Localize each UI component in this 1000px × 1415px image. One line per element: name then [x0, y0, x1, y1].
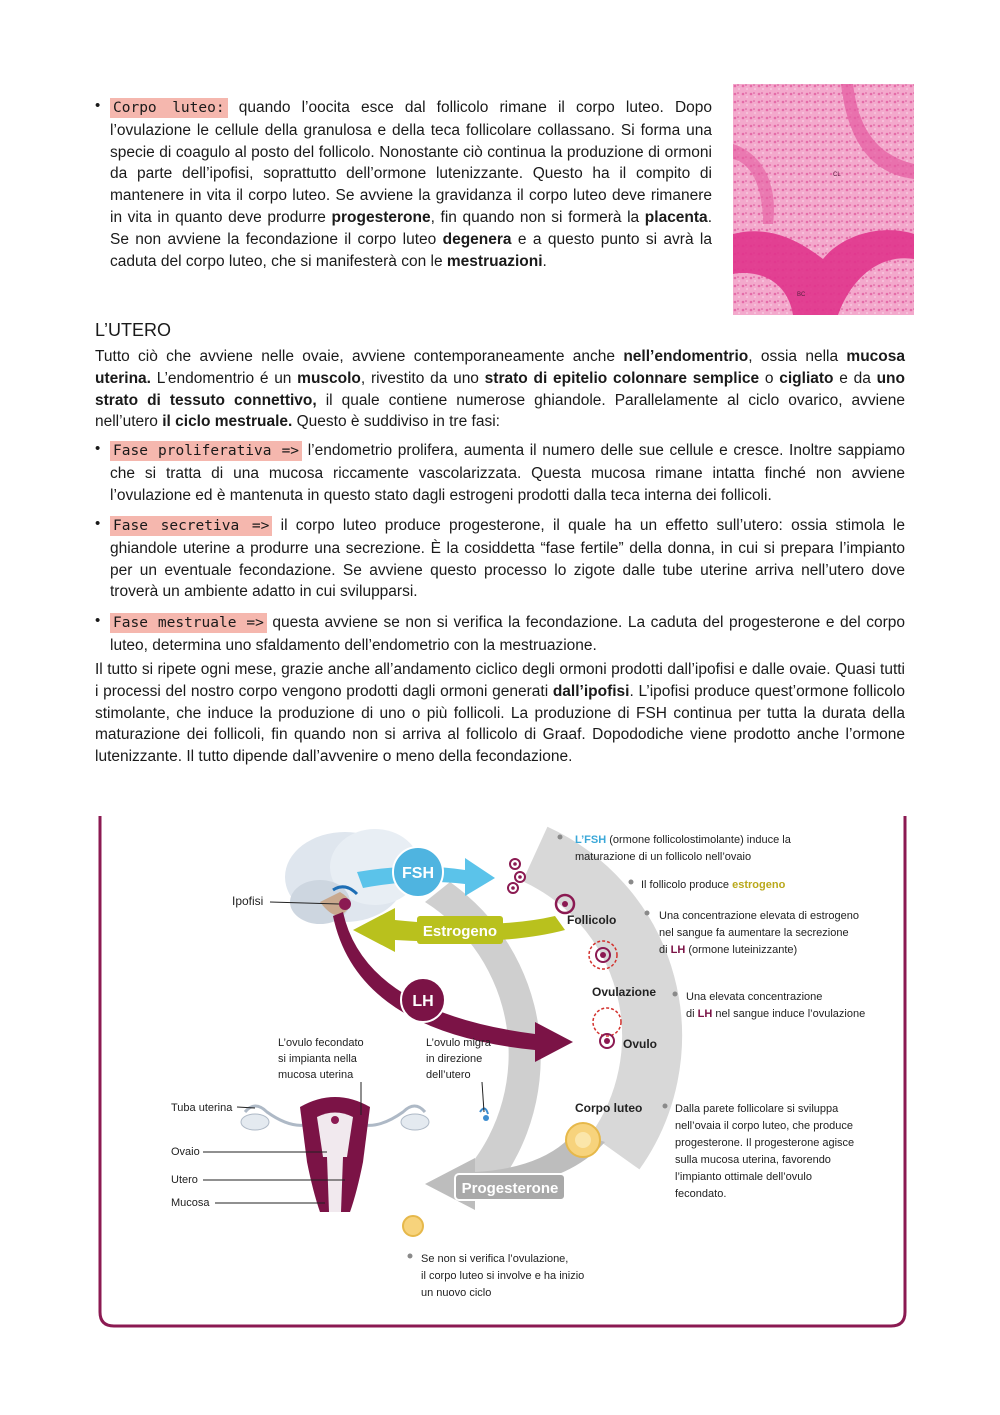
- ovulo-fecondato-line1: L’ovulo fecondato: [278, 1037, 364, 1049]
- note-bullet: [673, 992, 678, 997]
- follicolo-label: Follicolo: [567, 913, 617, 927]
- bullet: •: [95, 515, 101, 532]
- lh-label: LH: [412, 993, 434, 1010]
- note-corpo-luteo-line4: sulla mucosa uterina, favorendo: [675, 1154, 831, 1166]
- utero-label: Utero: [171, 1174, 198, 1186]
- note-estrogeno: Il follicolo produce estrogeno: [641, 879, 786, 891]
- utero-paragraph: Tutto ciò che avviene nelle ovaie, avviene contemporaneamente anche nell’endomentrio, ossia nella mucosa uterina. L’endomentrio é un muscolo, rivestito da uno strato di epitelio colonnare semplice o cigliato e da uno strato di tessuto connettivo, il quale contiene numerose ghiandole. Parallelamente al ciclo ovarico, avviene nell’utero il ciclo mestruale. Questo è suddiviso in tre fasi:: [95, 348, 905, 431]
- corpo-luteo-histology-image: [733, 84, 914, 315]
- ovulo-migra-line1: L’ovulo migra: [426, 1037, 491, 1049]
- section-heading-utero: L’UTERO: [95, 320, 172, 340]
- mucosa-label: Mucosa: [171, 1197, 210, 1209]
- corpo-luteo-paragraph: Corpo luteo: quando l’oocita esce dal follicolo rimane il corpo luteo. Dopo l’ovulazione le cellule della granulosa e della teca follicolare collassano. Si forma una specie di coagulo al posto del follicolo. Nonostante ciò continua la produzione di ormoni da parte dell’ipofisi, soprattutto dell’ormone lutenizzante. Questo ha il compito di mantenere in vita il corpo luteo. Se avviene la gravidanza il corpo luteo deve rimanere in vita in quanto deve produrre progesterone, fin quando non si formerà la placenta. Se non avviene la fecondazione il corpo luteo degenera e a questo punto si avrà la caduta del corpo luteo, che si manifesterà con le mestruazioni.: [110, 99, 712, 270]
- histology-label-cl: CL: [833, 172, 841, 178]
- phase-secretiva: Fase secretiva => il corpo luteo produce progesterone, il quale ha un effetto sull’utero: ossia stimola le ghiandole uterine a produrre una secrezione. È la cosiddetta “fase fertile” della donna, in cui si prepara l’impianto per un eventuale fecondazione. Se avviene questo processo lo zigote dalle tube uterine arriva nell’utero dove troverà un ambiente adatto in cui svilupparsi.: [110, 517, 905, 601]
- note-corpo-luteo-line5: l’impianto ottimale dell’ovulo: [675, 1171, 812, 1183]
- note-corpo-luteo-line1: Dalla parete follicolare si sviluppa: [675, 1103, 839, 1115]
- bullet: •: [95, 97, 101, 114]
- closing-paragraph: Il tutto si ripete ogni mese, grazie anche all’andamento ciclico degli ormoni prodotti dall’ipofisi e dalle ovaie. Quasi tutti i processi del nostro corpo vengono prodotti dagli ormoni generati dall’ipofisi. L’ipofisi produce quest’ormone follicolo stimolante, che induce la produzione di uno o più follicoli. La produzione di FSH continua per tutta la durata della maturazione dei follicoli, fin quando non si arriva al follicolo di Graaf. Dopododiche viene prodotto anche l’ormone lutenizzante. Il tutto dipende dall’avvenire o meno della fecondazione.: [95, 661, 905, 766]
- note-ovulation-line1: Una elevata concentrazione: [686, 991, 823, 1003]
- phase-label: Fase secretiva =>: [110, 516, 272, 536]
- bullet: •: [95, 612, 101, 629]
- ovaio-label: Ovaio: [171, 1146, 200, 1158]
- ipofisi-label: Ipofisi: [232, 894, 264, 908]
- note-corpo-luteo-line6: fecondato.: [675, 1188, 727, 1200]
- ovulo-fecondato-line3: mucosa uterina: [278, 1069, 354, 1081]
- note-fsh-line2: maturazione di un follicolo nell’ovaio: [575, 851, 752, 863]
- estrogeno-label: Estrogeno: [422, 923, 498, 940]
- corpo-luteo-label: Corpo luteo:: [110, 98, 228, 118]
- ovulation-icon: [593, 1008, 621, 1036]
- note-ovulation-line2: di LH nel sangue induce l’ovulazione: [686, 1008, 866, 1020]
- phase-label: Fase proliferativa =>: [110, 441, 302, 461]
- note-bullet: [408, 1254, 413, 1259]
- degenerated-corpo-luteo-icon: [403, 1216, 423, 1236]
- note-new-cycle-line2: il corpo luteo si involve e ha inizio: [421, 1270, 585, 1282]
- ovulo-migra-line3: dell’utero: [426, 1069, 471, 1081]
- note-fsh-line1: L’FSH (ormone follicolostimolante) induce la: [575, 834, 791, 846]
- menstrual-cycle-diagram: [95, 812, 910, 1332]
- tuba-uterina-label: Tuba uterina: [171, 1102, 233, 1114]
- note-bullet: [558, 835, 563, 840]
- corpo-luteo-icon: [566, 1123, 600, 1157]
- note-lh-secretion-line2: nel sangue fa aumentare la secrezione: [659, 927, 849, 939]
- phase-proliferativa: Fase proliferativa => l’endometrio prolifera, aumenta il numero delle sue cellule e cresce. Inoltre sappiamo che si tratta di una mucosa riccamente vascolarizzata. Questa mucosa rimane intatta finché non avviene l’ovulazione ed è mantenuta in questo stato dagli estrogeni prodotti dalla teca interna dei follicoli.: [110, 442, 905, 504]
- note-corpo-luteo-line3: progesterone. Il progesterone agisce: [675, 1137, 855, 1149]
- phase-label: Fase mestruale =>: [110, 613, 267, 633]
- note-lh-secretion-line1: Una concentrazione elevata di estrogeno: [659, 910, 859, 922]
- note-bullet: [645, 911, 650, 916]
- note-lh-secretion-line3: di LH (ormone luteinizzante): [659, 944, 798, 956]
- phase-mestruale: Fase mestruale => questa avviene se non si verifica la fecondazione. La caduta del progesterone e del corpo luteo, determina uno sfaldamento dell’endometrio con la mestruazione.: [110, 614, 906, 654]
- ovulo-label: Ovulo: [623, 1037, 658, 1051]
- progesterone-label: Progesterone: [461, 1180, 559, 1197]
- bullet: •: [95, 440, 101, 457]
- corpo-luteo-diagram-label: Corpo luteo: [575, 1101, 643, 1115]
- note-bullet: [663, 1104, 668, 1109]
- ovulo-migra-line2: in direzione: [426, 1053, 483, 1065]
- note-new-cycle-line3: un nuovo ciclo: [421, 1287, 492, 1299]
- diagram-frame: [100, 816, 905, 1326]
- ovulazione-label: Ovulazione: [592, 985, 657, 999]
- note-bullet: [629, 880, 634, 885]
- note-corpo-luteo-line2: nell’ovaia il corpo luteo, che produce: [675, 1120, 853, 1132]
- histology-label-bc: BC: [797, 292, 806, 298]
- fsh-label: FSH: [402, 865, 434, 882]
- ovulo-fecondato-line2: si impianta nella: [278, 1053, 357, 1065]
- note-new-cycle-line1: Se non si verifica l’ovulazione,: [421, 1253, 569, 1265]
